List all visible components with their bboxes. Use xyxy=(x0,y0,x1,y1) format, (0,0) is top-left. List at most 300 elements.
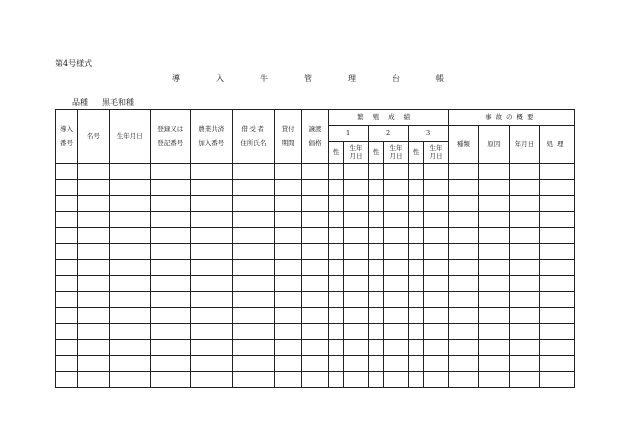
col-transfer-line1: 譲渡 xyxy=(308,124,322,133)
table-cell[interactable] xyxy=(56,324,78,340)
col-accident-action-header: 処理 xyxy=(540,126,575,164)
table-cell[interactable] xyxy=(384,292,408,308)
col-accident-type-header: 種類 xyxy=(448,126,479,164)
table-cell[interactable] xyxy=(368,164,384,180)
table-cell[interactable] xyxy=(150,180,190,196)
col-birth-date-header: 生年月日 xyxy=(109,110,150,164)
table-cell[interactable] xyxy=(384,260,408,276)
table-cell[interactable] xyxy=(150,228,190,244)
table-cell[interactable] xyxy=(479,324,510,340)
table-cell[interactable] xyxy=(56,228,78,244)
table-cell[interactable] xyxy=(479,292,510,308)
table-cell[interactable] xyxy=(190,356,232,372)
page-title: 導 入 牛 管 理 台 帳 xyxy=(172,74,458,83)
table-cell[interactable] xyxy=(232,260,274,276)
table-cell[interactable] xyxy=(274,308,301,324)
table-cell[interactable] xyxy=(109,340,150,356)
table-cell[interactable] xyxy=(190,164,232,180)
table-cell[interactable] xyxy=(540,292,575,308)
table-cell[interactable] xyxy=(479,228,510,244)
col-mutual-aid-header xyxy=(190,110,232,164)
table-cell[interactable] xyxy=(424,180,448,196)
table-cell[interactable] xyxy=(232,244,274,260)
table-cell[interactable] xyxy=(540,228,575,244)
table-cell[interactable] xyxy=(424,340,448,356)
table-cell[interactable] xyxy=(448,324,479,340)
table-cell[interactable] xyxy=(328,228,344,244)
table-cell[interactable] xyxy=(190,340,232,356)
table-row xyxy=(56,292,575,308)
col-birth-ymd-2-header xyxy=(384,142,408,164)
table-cell[interactable] xyxy=(344,356,368,372)
col-borrower-header xyxy=(232,110,274,164)
table-cell[interactable] xyxy=(448,164,479,180)
col-loan-header xyxy=(274,110,301,164)
table-cell[interactable] xyxy=(274,276,301,292)
table-cell[interactable] xyxy=(274,324,301,340)
table-cell[interactable] xyxy=(509,324,540,340)
table-cell[interactable] xyxy=(302,244,328,260)
table-cell[interactable] xyxy=(328,260,344,276)
table-cell[interactable] xyxy=(424,196,448,212)
table-cell[interactable] xyxy=(479,372,510,388)
table-cell[interactable] xyxy=(328,244,344,260)
table-cell[interactable] xyxy=(540,340,575,356)
table-cell[interactable] xyxy=(408,260,424,276)
table-cell[interactable] xyxy=(150,276,190,292)
table-cell[interactable] xyxy=(232,292,274,308)
table-row xyxy=(56,212,575,228)
table-cell[interactable] xyxy=(328,276,344,292)
table-cell[interactable] xyxy=(540,324,575,340)
table-cell[interactable] xyxy=(190,244,232,260)
table-cell[interactable] xyxy=(344,372,368,388)
table-cell[interactable] xyxy=(479,340,510,356)
table-cell[interactable] xyxy=(328,372,344,388)
table-cell[interactable] xyxy=(424,276,448,292)
table-cell[interactable] xyxy=(190,212,232,228)
table-cell[interactable] xyxy=(344,244,368,260)
table-cell[interactable] xyxy=(384,324,408,340)
col-birth-ymd-1-line2: 月日 xyxy=(349,151,363,160)
table-cell[interactable] xyxy=(384,356,408,372)
table-cell[interactable] xyxy=(109,372,150,388)
table-cell[interactable] xyxy=(408,212,424,228)
breed-label: 品種 xyxy=(72,98,88,107)
table-cell[interactable] xyxy=(368,260,384,276)
table-cell[interactable] xyxy=(109,324,150,340)
table-cell[interactable] xyxy=(509,292,540,308)
table-cell[interactable] xyxy=(448,292,479,308)
table-cell[interactable] xyxy=(448,340,479,356)
table-row xyxy=(56,228,575,244)
table-cell[interactable] xyxy=(109,244,150,260)
table-cell[interactable] xyxy=(78,292,110,308)
table-cell[interactable] xyxy=(384,212,408,228)
table-row xyxy=(56,308,575,324)
col-birth-ymd-1-header xyxy=(344,142,368,164)
table-cell[interactable] xyxy=(328,212,344,228)
col-name-header: 名号 xyxy=(78,110,110,164)
col-registration-line2: 登記番号 xyxy=(157,139,184,147)
table-cell[interactable] xyxy=(344,260,368,276)
table-cell[interactable] xyxy=(540,164,575,180)
table-cell[interactable] xyxy=(56,356,78,372)
table-cell[interactable] xyxy=(540,356,575,372)
table-cell[interactable] xyxy=(448,308,479,324)
table-cell[interactable] xyxy=(509,372,540,388)
table-cell[interactable] xyxy=(408,164,424,180)
table-cell[interactable] xyxy=(408,324,424,340)
table-cell[interactable] xyxy=(368,324,384,340)
table-cell[interactable] xyxy=(448,372,479,388)
table-cell[interactable] xyxy=(509,356,540,372)
table-cell[interactable] xyxy=(424,324,448,340)
table-cell[interactable] xyxy=(190,260,232,276)
table-cell[interactable] xyxy=(150,196,190,212)
table-cell[interactable] xyxy=(56,212,78,228)
table-cell[interactable] xyxy=(408,356,424,372)
table-cell[interactable] xyxy=(540,244,575,260)
table-cell[interactable] xyxy=(384,244,408,260)
table-cell[interactable] xyxy=(232,356,274,372)
table-row xyxy=(56,244,575,260)
table-cell[interactable] xyxy=(56,244,78,260)
table-cell[interactable] xyxy=(408,292,424,308)
table-cell[interactable] xyxy=(56,196,78,212)
table-cell[interactable] xyxy=(328,180,344,196)
col-loan-line2: 期間 xyxy=(281,139,295,147)
table-cell[interactable] xyxy=(509,164,540,180)
table-cell[interactable] xyxy=(302,324,328,340)
table-cell[interactable] xyxy=(509,196,540,212)
table-cell[interactable] xyxy=(232,340,274,356)
col-transfer-line2: 価格 xyxy=(308,139,322,147)
table-cell[interactable] xyxy=(232,164,274,180)
table-cell[interactable] xyxy=(56,308,78,324)
table-cell[interactable] xyxy=(328,356,344,372)
table-cell[interactable] xyxy=(328,164,344,180)
table-cell[interactable] xyxy=(448,180,479,196)
table-cell[interactable] xyxy=(109,164,150,180)
table-cell[interactable] xyxy=(150,244,190,260)
table-cell[interactable] xyxy=(384,164,408,180)
table-cell[interactable] xyxy=(302,164,328,180)
table-cell[interactable] xyxy=(384,276,408,292)
col-birth-ymd-2-line1: 生年 xyxy=(389,144,403,153)
col-transfer-header xyxy=(302,110,328,164)
col-loan-line1: 貸付 xyxy=(281,124,295,133)
table-cell[interactable] xyxy=(328,292,344,308)
table-cell[interactable] xyxy=(368,228,384,244)
table-cell[interactable] xyxy=(190,308,232,324)
table-cell[interactable] xyxy=(509,212,540,228)
table-cell[interactable] xyxy=(424,308,448,324)
table-cell[interactable] xyxy=(408,276,424,292)
table-cell[interactable] xyxy=(368,212,384,228)
accident-group-header: 事故の概要 xyxy=(448,110,574,126)
table-cell[interactable] xyxy=(109,356,150,372)
table-cell[interactable] xyxy=(274,340,301,356)
table-cell[interactable] xyxy=(344,164,368,180)
table-cell[interactable] xyxy=(232,180,274,196)
table-cell[interactable] xyxy=(232,196,274,212)
table-cell[interactable] xyxy=(302,308,328,324)
table-cell[interactable] xyxy=(274,244,301,260)
table-cell[interactable] xyxy=(384,372,408,388)
table-cell[interactable] xyxy=(540,372,575,388)
table-cell[interactable] xyxy=(190,372,232,388)
table-cell[interactable] xyxy=(509,228,540,244)
table-cell[interactable] xyxy=(328,340,344,356)
ledger-table xyxy=(55,109,575,388)
table-cell[interactable] xyxy=(150,372,190,388)
table-cell[interactable] xyxy=(448,212,479,228)
table-cell[interactable] xyxy=(368,196,384,212)
table-cell[interactable] xyxy=(109,276,150,292)
table-cell[interactable] xyxy=(232,324,274,340)
table-cell[interactable] xyxy=(302,228,328,244)
table-cell[interactable] xyxy=(190,228,232,244)
table-cell[interactable] xyxy=(78,276,110,292)
breed-value: 黒毛和種 xyxy=(102,98,134,107)
table-cell[interactable] xyxy=(479,276,510,292)
breeding-sub-1: 1 xyxy=(328,126,368,142)
col-sex-2-header: 性 xyxy=(368,142,384,164)
col-birth-ymd-3-line2: 月日 xyxy=(429,151,443,160)
col-mutual-aid-line2: 加入番号 xyxy=(198,139,225,147)
table-cell[interactable] xyxy=(150,164,190,180)
table-cell[interactable] xyxy=(384,340,408,356)
table-cell[interactable] xyxy=(274,356,301,372)
table-row xyxy=(56,180,575,196)
table-cell[interactable] xyxy=(540,308,575,324)
breeding-sub-2: 2 xyxy=(368,126,408,142)
table-cell[interactable] xyxy=(448,244,479,260)
table-cell[interactable] xyxy=(274,260,301,276)
table-cell[interactable] xyxy=(109,180,150,196)
table-cell[interactable] xyxy=(540,260,575,276)
table-cell[interactable] xyxy=(302,292,328,308)
table-cell[interactable] xyxy=(344,180,368,196)
table-row xyxy=(56,260,575,276)
table-cell[interactable] xyxy=(424,164,448,180)
table-cell[interactable] xyxy=(150,260,190,276)
table-cell[interactable] xyxy=(150,212,190,228)
table-cell[interactable] xyxy=(232,372,274,388)
table-cell[interactable] xyxy=(78,164,110,180)
table-row xyxy=(56,196,575,212)
table-cell[interactable] xyxy=(78,228,110,244)
table-cell[interactable] xyxy=(368,292,384,308)
table-cell[interactable] xyxy=(479,180,510,196)
table-cell[interactable] xyxy=(109,292,150,308)
table-cell[interactable] xyxy=(150,324,190,340)
table-cell[interactable] xyxy=(368,276,384,292)
table-cell[interactable] xyxy=(540,180,575,196)
table-cell[interactable] xyxy=(384,196,408,212)
table-cell[interactable] xyxy=(56,260,78,276)
table-cell[interactable] xyxy=(509,276,540,292)
table-cell[interactable] xyxy=(344,196,368,212)
table-cell[interactable] xyxy=(78,260,110,276)
table-cell[interactable] xyxy=(109,260,150,276)
table-cell[interactable] xyxy=(540,196,575,212)
table-cell[interactable] xyxy=(78,212,110,228)
table-cell[interactable] xyxy=(479,308,510,324)
col-sex-1-header: 性 xyxy=(328,142,344,164)
table-cell[interactable] xyxy=(509,308,540,324)
col-registration-header xyxy=(150,110,190,164)
table-cell[interactable] xyxy=(479,196,510,212)
table-cell[interactable] xyxy=(302,212,328,228)
table-cell[interactable] xyxy=(408,340,424,356)
table-cell[interactable] xyxy=(302,260,328,276)
table-cell[interactable] xyxy=(190,180,232,196)
table-cell[interactable] xyxy=(150,308,190,324)
table-cell[interactable] xyxy=(344,212,368,228)
table-cell[interactable] xyxy=(109,196,150,212)
table-cell[interactable] xyxy=(78,180,110,196)
table-cell[interactable] xyxy=(424,212,448,228)
table-cell[interactable] xyxy=(408,196,424,212)
table-cell[interactable] xyxy=(408,228,424,244)
table-cell[interactable] xyxy=(448,356,479,372)
breeding-sub-3: 3 xyxy=(408,126,448,142)
table-cell[interactable] xyxy=(302,340,328,356)
table-cell[interactable] xyxy=(56,372,78,388)
table-cell[interactable] xyxy=(344,340,368,356)
col-birth-ymd-2-line2: 月日 xyxy=(389,151,403,160)
table-cell[interactable] xyxy=(408,180,424,196)
breeding-group-header: 繁殖成績 xyxy=(328,110,448,126)
table-cell[interactable] xyxy=(56,276,78,292)
col-accident-cause-header: 原因 xyxy=(479,126,510,164)
table-cell[interactable] xyxy=(509,244,540,260)
table-cell[interactable] xyxy=(344,308,368,324)
table-cell[interactable] xyxy=(190,276,232,292)
table-cell[interactable] xyxy=(424,292,448,308)
table-cell[interactable] xyxy=(328,196,344,212)
table-cell[interactable] xyxy=(448,196,479,212)
table-cell[interactable] xyxy=(479,212,510,228)
table-row xyxy=(56,324,575,340)
table-cell[interactable] xyxy=(408,244,424,260)
table-cell[interactable] xyxy=(368,180,384,196)
table-cell[interactable] xyxy=(479,356,510,372)
table-cell[interactable] xyxy=(190,292,232,308)
table-cell[interactable] xyxy=(232,276,274,292)
table-cell[interactable] xyxy=(56,292,78,308)
table-cell[interactable] xyxy=(344,324,368,340)
table-cell[interactable] xyxy=(78,356,110,372)
table-cell[interactable] xyxy=(448,228,479,244)
table-cell[interactable] xyxy=(109,308,150,324)
table-cell[interactable] xyxy=(274,196,301,212)
table-cell[interactable] xyxy=(302,372,328,388)
table-cell[interactable] xyxy=(274,212,301,228)
table-cell[interactable] xyxy=(150,356,190,372)
table-cell[interactable] xyxy=(302,196,328,212)
table-cell[interactable] xyxy=(328,308,344,324)
table-cell[interactable] xyxy=(56,180,78,196)
table-cell[interactable] xyxy=(408,372,424,388)
table-cell[interactable] xyxy=(274,164,301,180)
table-cell[interactable] xyxy=(368,308,384,324)
table-cell[interactable] xyxy=(344,292,368,308)
table-cell[interactable] xyxy=(424,244,448,260)
table-cell[interactable] xyxy=(190,324,232,340)
table-cell[interactable] xyxy=(448,260,479,276)
table-cell[interactable] xyxy=(274,228,301,244)
table-cell[interactable] xyxy=(232,228,274,244)
table-cell[interactable] xyxy=(424,356,448,372)
form-number: 第4号様式 xyxy=(55,59,93,68)
table-cell[interactable] xyxy=(274,292,301,308)
table-cell[interactable] xyxy=(540,212,575,228)
table-cell[interactable] xyxy=(78,308,110,324)
table-cell[interactable] xyxy=(540,276,575,292)
table-cell[interactable] xyxy=(479,164,510,180)
table-cell[interactable] xyxy=(368,356,384,372)
col-accident-date-header: 年月日 xyxy=(509,126,540,164)
table-cell[interactable] xyxy=(384,228,408,244)
table-cell[interactable] xyxy=(190,196,232,212)
table-cell[interactable] xyxy=(479,260,510,276)
table-cell[interactable] xyxy=(78,196,110,212)
table-cell[interactable] xyxy=(368,244,384,260)
table-cell[interactable] xyxy=(368,372,384,388)
table-cell[interactable] xyxy=(424,228,448,244)
table-cell[interactable] xyxy=(384,308,408,324)
table-cell[interactable] xyxy=(150,340,190,356)
table-cell[interactable] xyxy=(109,212,150,228)
table-cell[interactable] xyxy=(150,292,190,308)
table-cell[interactable] xyxy=(408,308,424,324)
table-cell[interactable] xyxy=(344,276,368,292)
table-cell[interactable] xyxy=(479,244,510,260)
table-cell[interactable] xyxy=(232,308,274,324)
table-cell[interactable] xyxy=(56,164,78,180)
table-cell[interactable] xyxy=(302,276,328,292)
table-cell[interactable] xyxy=(302,180,328,196)
table-cell[interactable] xyxy=(384,180,408,196)
table-cell[interactable] xyxy=(78,324,110,340)
table-cell[interactable] xyxy=(302,356,328,372)
table-cell[interactable] xyxy=(78,340,110,356)
table-cell[interactable] xyxy=(424,260,448,276)
table-cell[interactable] xyxy=(509,260,540,276)
table-cell[interactable] xyxy=(368,340,384,356)
table-cell[interactable] xyxy=(109,228,150,244)
table-cell[interactable] xyxy=(424,372,448,388)
table-cell[interactable] xyxy=(344,228,368,244)
table-cell[interactable] xyxy=(509,340,540,356)
table-cell[interactable] xyxy=(232,212,274,228)
col-borrower-line1: 借受者 xyxy=(241,124,266,133)
table-row xyxy=(56,164,575,180)
table-cell[interactable] xyxy=(78,244,110,260)
table-cell[interactable] xyxy=(78,372,110,388)
table-cell[interactable] xyxy=(509,180,540,196)
table-cell[interactable] xyxy=(328,324,344,340)
header-row-1 xyxy=(56,110,575,126)
table-cell[interactable] xyxy=(274,180,301,196)
table-cell[interactable] xyxy=(56,340,78,356)
col-intro-no-header xyxy=(56,110,78,164)
table-cell[interactable] xyxy=(448,276,479,292)
table-cell[interactable] xyxy=(274,372,301,388)
